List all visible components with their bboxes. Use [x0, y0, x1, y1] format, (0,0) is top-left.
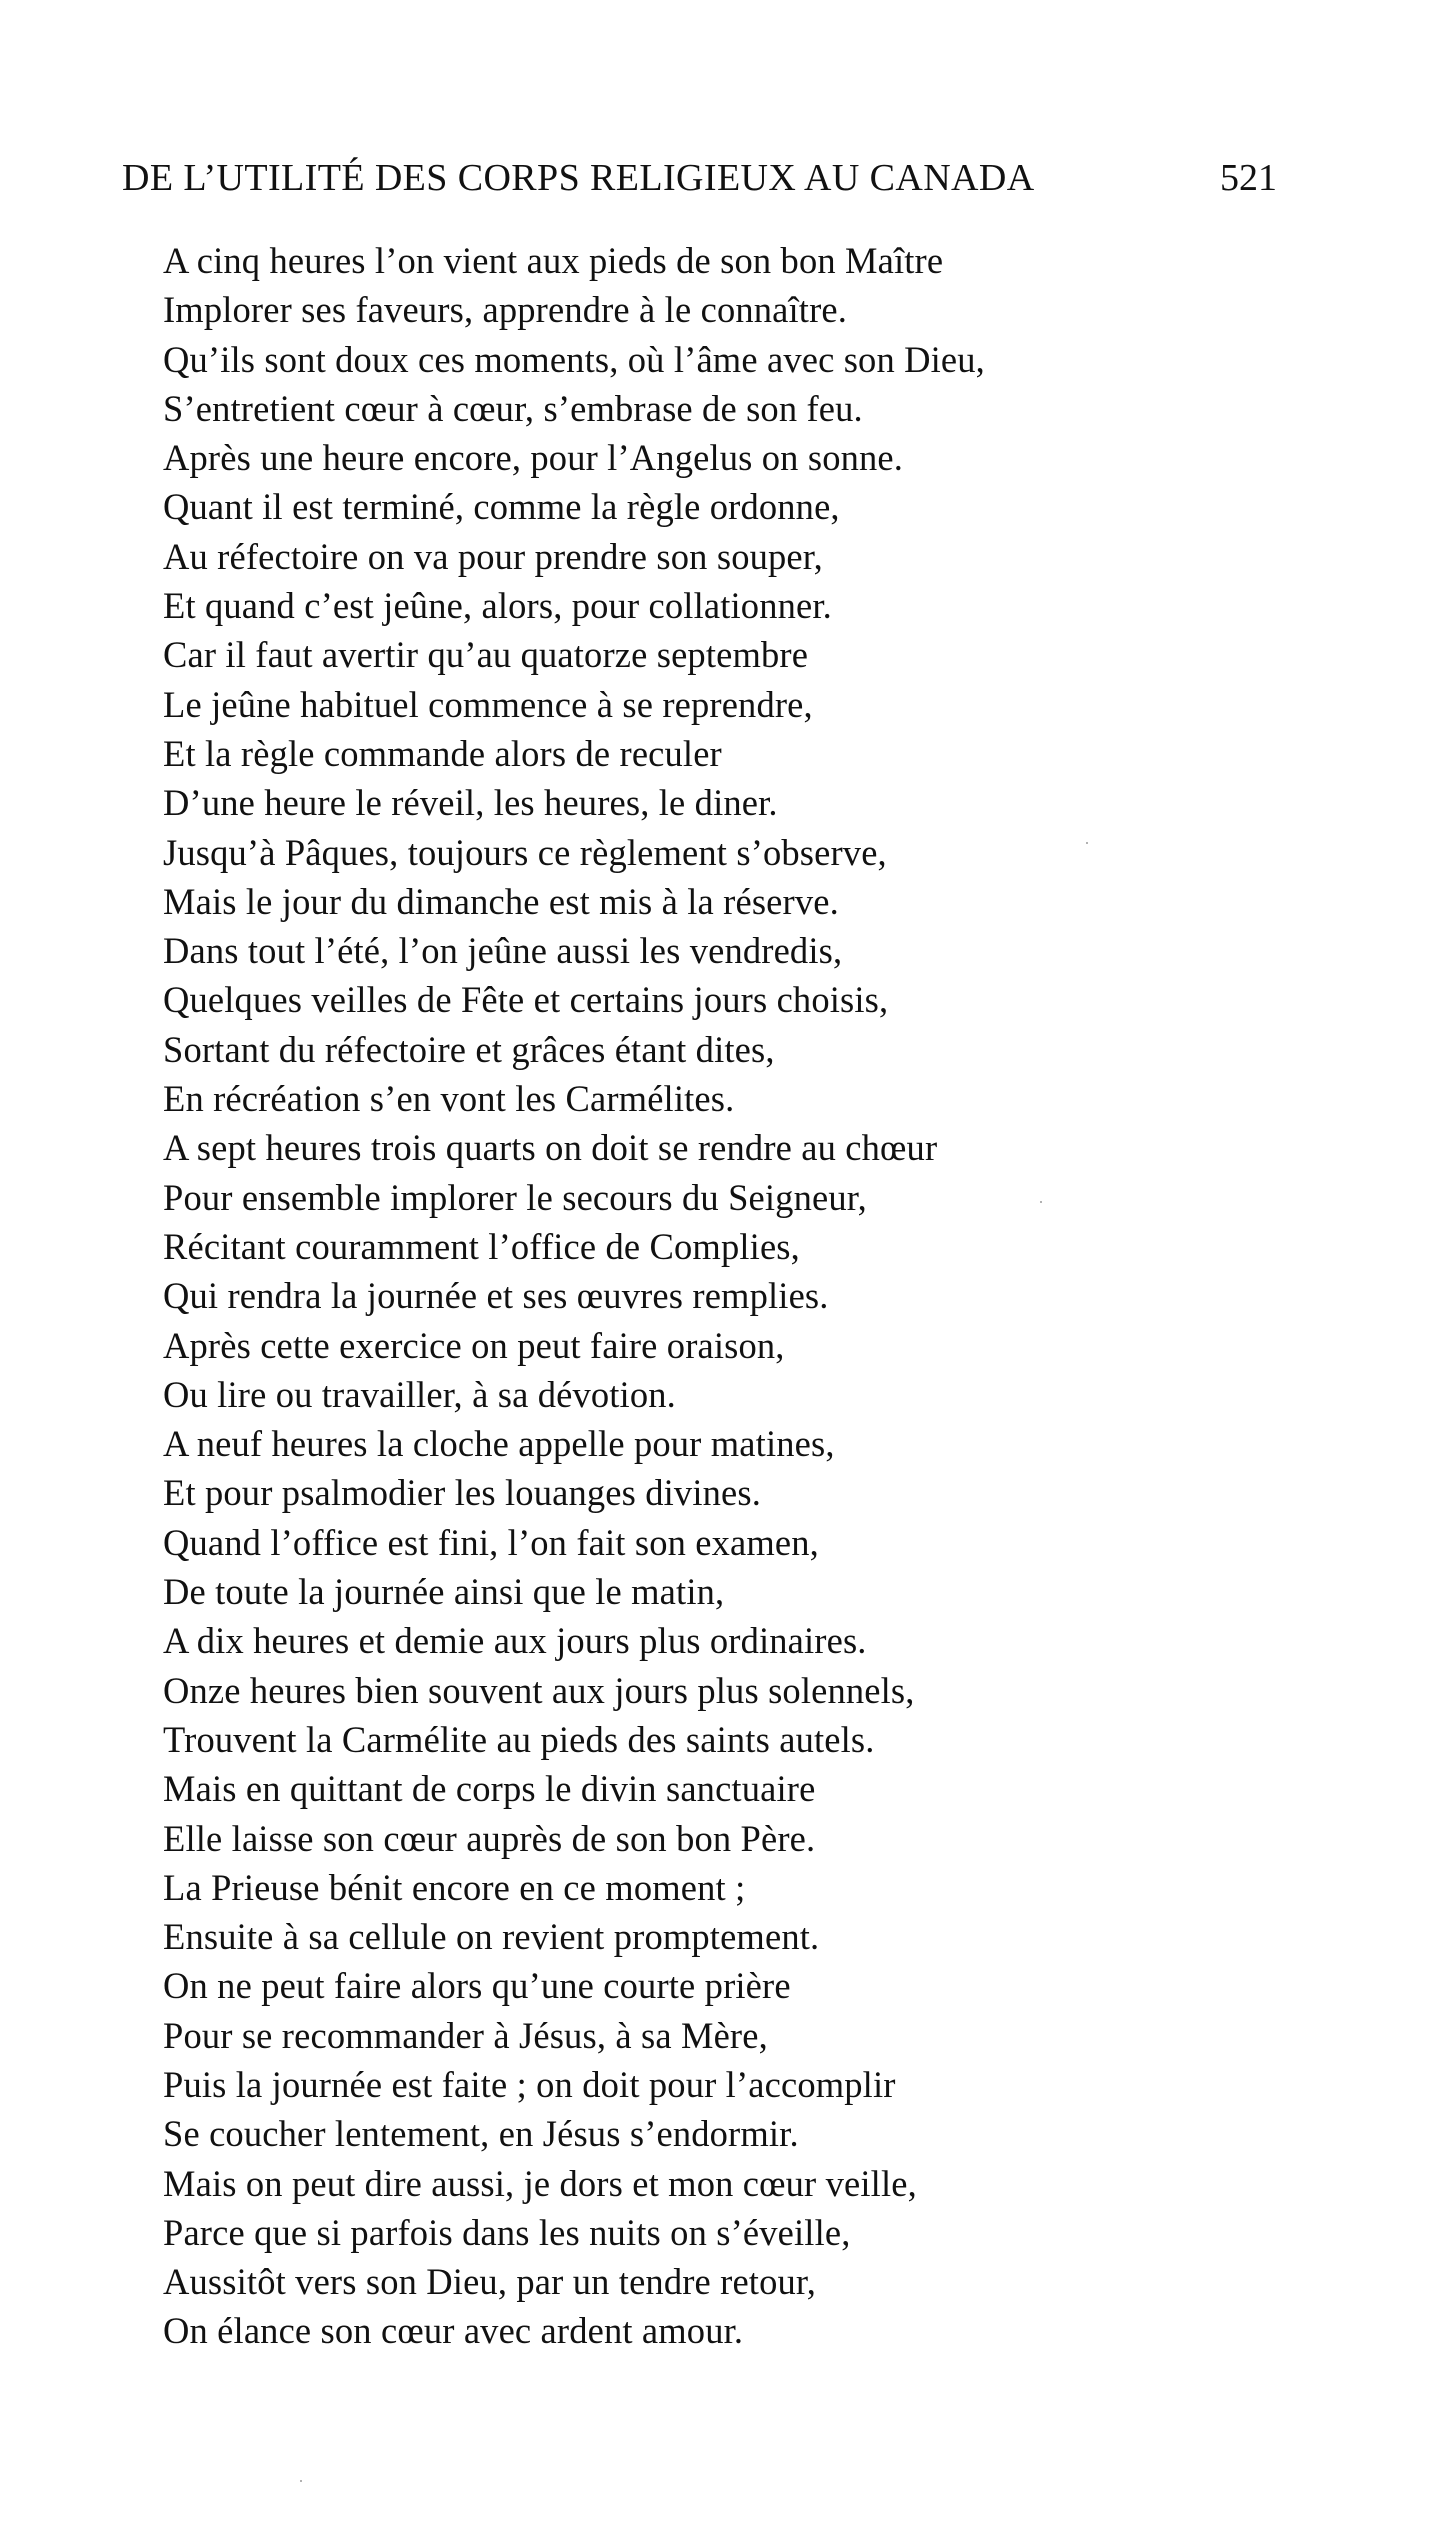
- verse-line: Aussitôt vers son Dieu, par un tendre retour,: [163, 2261, 817, 2303]
- scan-speck: [1086, 842, 1088, 844]
- verse-line: Ou lire ou travailler, à sa dévotion.: [163, 1373, 676, 1415]
- verse-line: Puis la journée est faite ; on doit pour l’accomplir: [163, 2063, 896, 2105]
- verse-line: A dix heures et demie aux jours plus ordinaires.: [163, 1620, 867, 1662]
- verse-line: Qu’ils sont doux ces moments, où l’âme avec son Dieu,: [163, 338, 985, 380]
- verse-line: Et quand c’est jeûne, alors, pour collationner.: [163, 585, 832, 627]
- verse-line: La Prieuse bénit encore en ce moment ;: [163, 1866, 746, 1908]
- verse-line: A cinq heures l’on vient aux pieds de son bon Maître: [163, 240, 944, 281]
- verse-line: Mais le jour du dimanche est mis à la réserve.: [163, 880, 839, 922]
- verse-line: A sept heures trois quarts on doit se rendre au chœur: [163, 1127, 938, 1169]
- verse-line: Pour se recommander à Jésus, à sa Mère,: [163, 2014, 768, 2056]
- verse-line: Trouvent la Carmélite au pieds des saints autels.: [163, 1718, 875, 1760]
- running-head: [122, 150, 1277, 206]
- verse-line: Jusqu’à Pâques, toujours ce règlement s’observe,: [163, 831, 887, 873]
- verse-line: On ne peut faire alors qu’une courte prière: [163, 1965, 791, 2007]
- verse-line: Onze heures bien souvent aux jours plus solennels,: [163, 1669, 915, 1711]
- verse-line: Se coucher lentement, en Jésus s’endormir.: [163, 2113, 799, 2155]
- verse-line: De toute la journée ainsi que le matin,: [163, 1571, 725, 1613]
- verse-line: Mais on peut dire aussi, je dors et mon cœur veille,: [163, 2162, 917, 2204]
- verse-line: A neuf heures la cloche appelle pour matines,: [163, 1423, 835, 1465]
- scan-speck: [300, 2480, 302, 2482]
- verse-line: Quelques veilles de Fête et certains jours choisis,: [163, 979, 889, 1021]
- verse-line: Quand l’office est fini, l’on fait son examen,: [163, 1521, 819, 1563]
- verse-line: S’entretient cœur à cœur, s’embrase de son feu.: [163, 387, 863, 429]
- verse-line: Qui rendra la journée et ses œuvres remplies.: [163, 1275, 829, 1317]
- verse-line: Récitant couramment l’office de Complies,: [163, 1225, 800, 1267]
- verse-line: Quant il est terminé, comme la règle ordonne,: [163, 486, 840, 528]
- verse-line: Ensuite à sa cellule on revient promptement.: [163, 1916, 820, 1958]
- page-number: 521: [1220, 157, 1277, 199]
- running-title: DE L’UTILITÉ DES CORPS RELIGIEUX AU CANADA: [122, 157, 1035, 199]
- verse-line: On élance son cœur avec ardent amour.: [163, 2310, 744, 2352]
- verse-line: Après cette exercice on peut faire oraison,: [163, 1324, 785, 1366]
- verse-line: Dans tout l’été, l’on jeûne aussi les vendredis,: [163, 930, 843, 972]
- scan-speck: [1040, 1201, 1042, 1203]
- verse-line: Elle laisse son cœur auprès de son bon Père.: [163, 1817, 816, 1859]
- verse-line: Au réfectoire on va pour prendre son souper,: [163, 535, 823, 577]
- verse-line: Le jeûne habituel commence à se reprendre,: [163, 683, 813, 725]
- verse-line: Mais en quittant de corps le divin sanctuaire: [163, 1768, 816, 1810]
- verse-line: D’une heure le réveil, les heures, le diner.: [163, 782, 778, 824]
- verse-line: Après une heure encore, pour l’Angelus on sonne.: [163, 437, 904, 479]
- verse-line: En récréation s’en vont les Carmélites.: [163, 1078, 735, 1120]
- verse-line: Sortant du réfectoire et grâces étant dites,: [163, 1028, 775, 1070]
- verse-line: Car il faut avertir qu’au quatorze septembre: [163, 634, 809, 676]
- verse-line: Parce que si parfois dans les nuits on s’éveille,: [163, 2211, 851, 2253]
- verse-line: Et la règle commande alors de reculer: [163, 732, 722, 774]
- verse-line: Implorer ses faveurs, apprendre à le connaître.: [163, 289, 848, 331]
- poem-text: [163, 236, 1213, 2356]
- verse-line: Pour ensemble implorer le secours du Seigneur,: [163, 1176, 867, 1218]
- verse-line: Et pour psalmodier les louanges divines.: [163, 1472, 762, 1514]
